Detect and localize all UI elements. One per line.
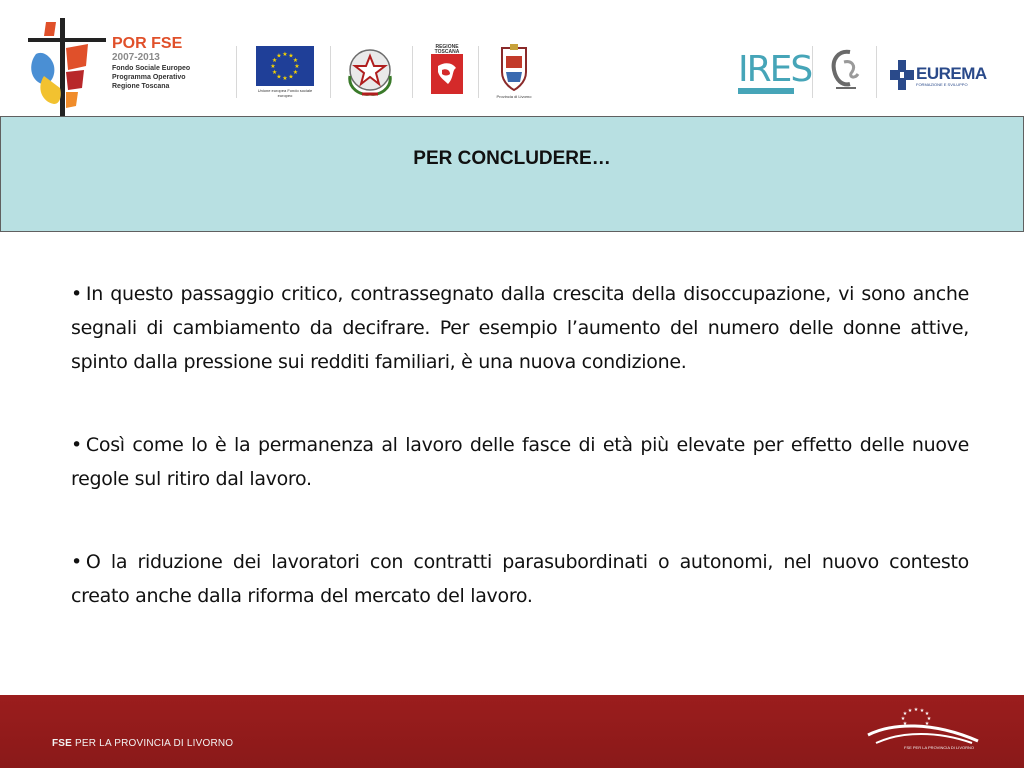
por-fse-wordmark xyxy=(112,36,222,91)
logo-divider xyxy=(478,46,479,98)
footer-label xyxy=(52,738,233,749)
bullet-paragraph xyxy=(71,545,969,613)
por-fse-years: 2007-2013 xyxy=(112,52,160,63)
svg-text:★: ★ xyxy=(288,73,294,81)
svg-text:★: ★ xyxy=(900,716,906,722)
svg-text:★: ★ xyxy=(926,716,932,722)
ires-wordmark: IRES xyxy=(738,49,812,90)
por-fse-logo-icon xyxy=(26,18,108,116)
svg-text:★: ★ xyxy=(919,708,925,714)
eu-flag-icon xyxy=(256,46,314,86)
eu-caption: Unione europea Fondo sociale europeo xyxy=(257,88,313,98)
logo-header xyxy=(0,0,1024,116)
por-fse-line-1: Fondo Sociale Europeo xyxy=(112,65,191,72)
bullet-text: Così come lo è la permanenza al lavoro delle fasce di età più elevate per effetto delle nuove regole sul ritiro dal lavoro. xyxy=(71,434,969,490)
bullet-icon: • xyxy=(71,551,82,573)
bullet-text: O la riduzione dei lavoratori con contratti parasubordinati o autonomi, nel nuovo contesto creato anche dalla riforma del mercato del lavoro. xyxy=(71,551,969,607)
svg-text:★: ★ xyxy=(270,63,276,70)
svg-text:★: ★ xyxy=(292,69,299,76)
svg-text:★: ★ xyxy=(292,57,299,64)
por-fse-line-3: Regione Toscana xyxy=(112,83,170,90)
svg-text:★: ★ xyxy=(924,721,930,727)
svg-text:★: ★ xyxy=(271,57,278,64)
bullet-paragraph xyxy=(71,277,969,379)
logo-divider xyxy=(330,46,331,98)
svg-text:★: ★ xyxy=(288,52,294,60)
csf-logo-icon xyxy=(828,44,862,96)
provincia-livorno-crest-icon xyxy=(494,42,534,100)
ires-logo xyxy=(738,49,812,96)
eurema-logo xyxy=(890,58,990,94)
eurema-tagline: FORMAZIONE E SVILUPPO xyxy=(916,82,968,87)
footer-bar xyxy=(0,695,1024,768)
svg-text:★: ★ xyxy=(907,708,913,714)
logo-divider xyxy=(876,46,877,98)
svg-text:★: ★ xyxy=(282,75,288,82)
title-band xyxy=(0,116,1024,232)
por-fse-line-2: Programma Operativo xyxy=(112,74,186,81)
regione-toscana-caption: REGIONE TOSCANA xyxy=(434,44,460,55)
bullet-icon: • xyxy=(71,283,82,305)
eurema-wordmark: EUREMA xyxy=(916,64,987,83)
footer-logo-caption: FSE PER LA PROVINCIA DI LIVORNO xyxy=(904,745,975,750)
bullet-icon: • xyxy=(71,434,82,456)
por-fse-title: POR FSE xyxy=(112,35,183,52)
svg-text:★: ★ xyxy=(271,69,278,76)
svg-text:★: ★ xyxy=(902,721,908,727)
svg-text:★: ★ xyxy=(902,711,908,717)
bullet-text: In questo passaggio critico, contrassegnato dalla crescita della disoccupazione, vi sono anche segnali di cambiamento da decifrare. Per esempio l’aumento del numero delle donne attive, spinto dalla pressione sui redditi familiari, è una nuova condizione. xyxy=(71,283,969,373)
italian-republic-emblem-icon xyxy=(344,44,396,98)
footer-label-prefix: FSE xyxy=(52,738,73,749)
svg-text:★: ★ xyxy=(294,63,300,70)
slide-body xyxy=(71,277,969,613)
fse-livorno-footer-logo-icon xyxy=(862,701,982,759)
bullet-paragraph xyxy=(71,428,969,496)
logo-divider xyxy=(236,46,237,98)
svg-text:★: ★ xyxy=(913,707,919,713)
svg-text:★: ★ xyxy=(276,52,282,60)
slide-title: PER CONCLUDERE… xyxy=(413,148,611,169)
footer-label-text: PER LA PROVINCIA DI LIVORNO xyxy=(72,738,234,749)
provincia-livorno-caption: Provincia di Livorno xyxy=(496,94,532,99)
eurema-mark-icon xyxy=(890,60,914,90)
svg-text:★: ★ xyxy=(282,51,288,58)
logo-divider xyxy=(812,46,813,98)
logo-divider xyxy=(412,46,413,98)
svg-text:★: ★ xyxy=(276,73,282,81)
svg-text:★: ★ xyxy=(924,711,930,717)
